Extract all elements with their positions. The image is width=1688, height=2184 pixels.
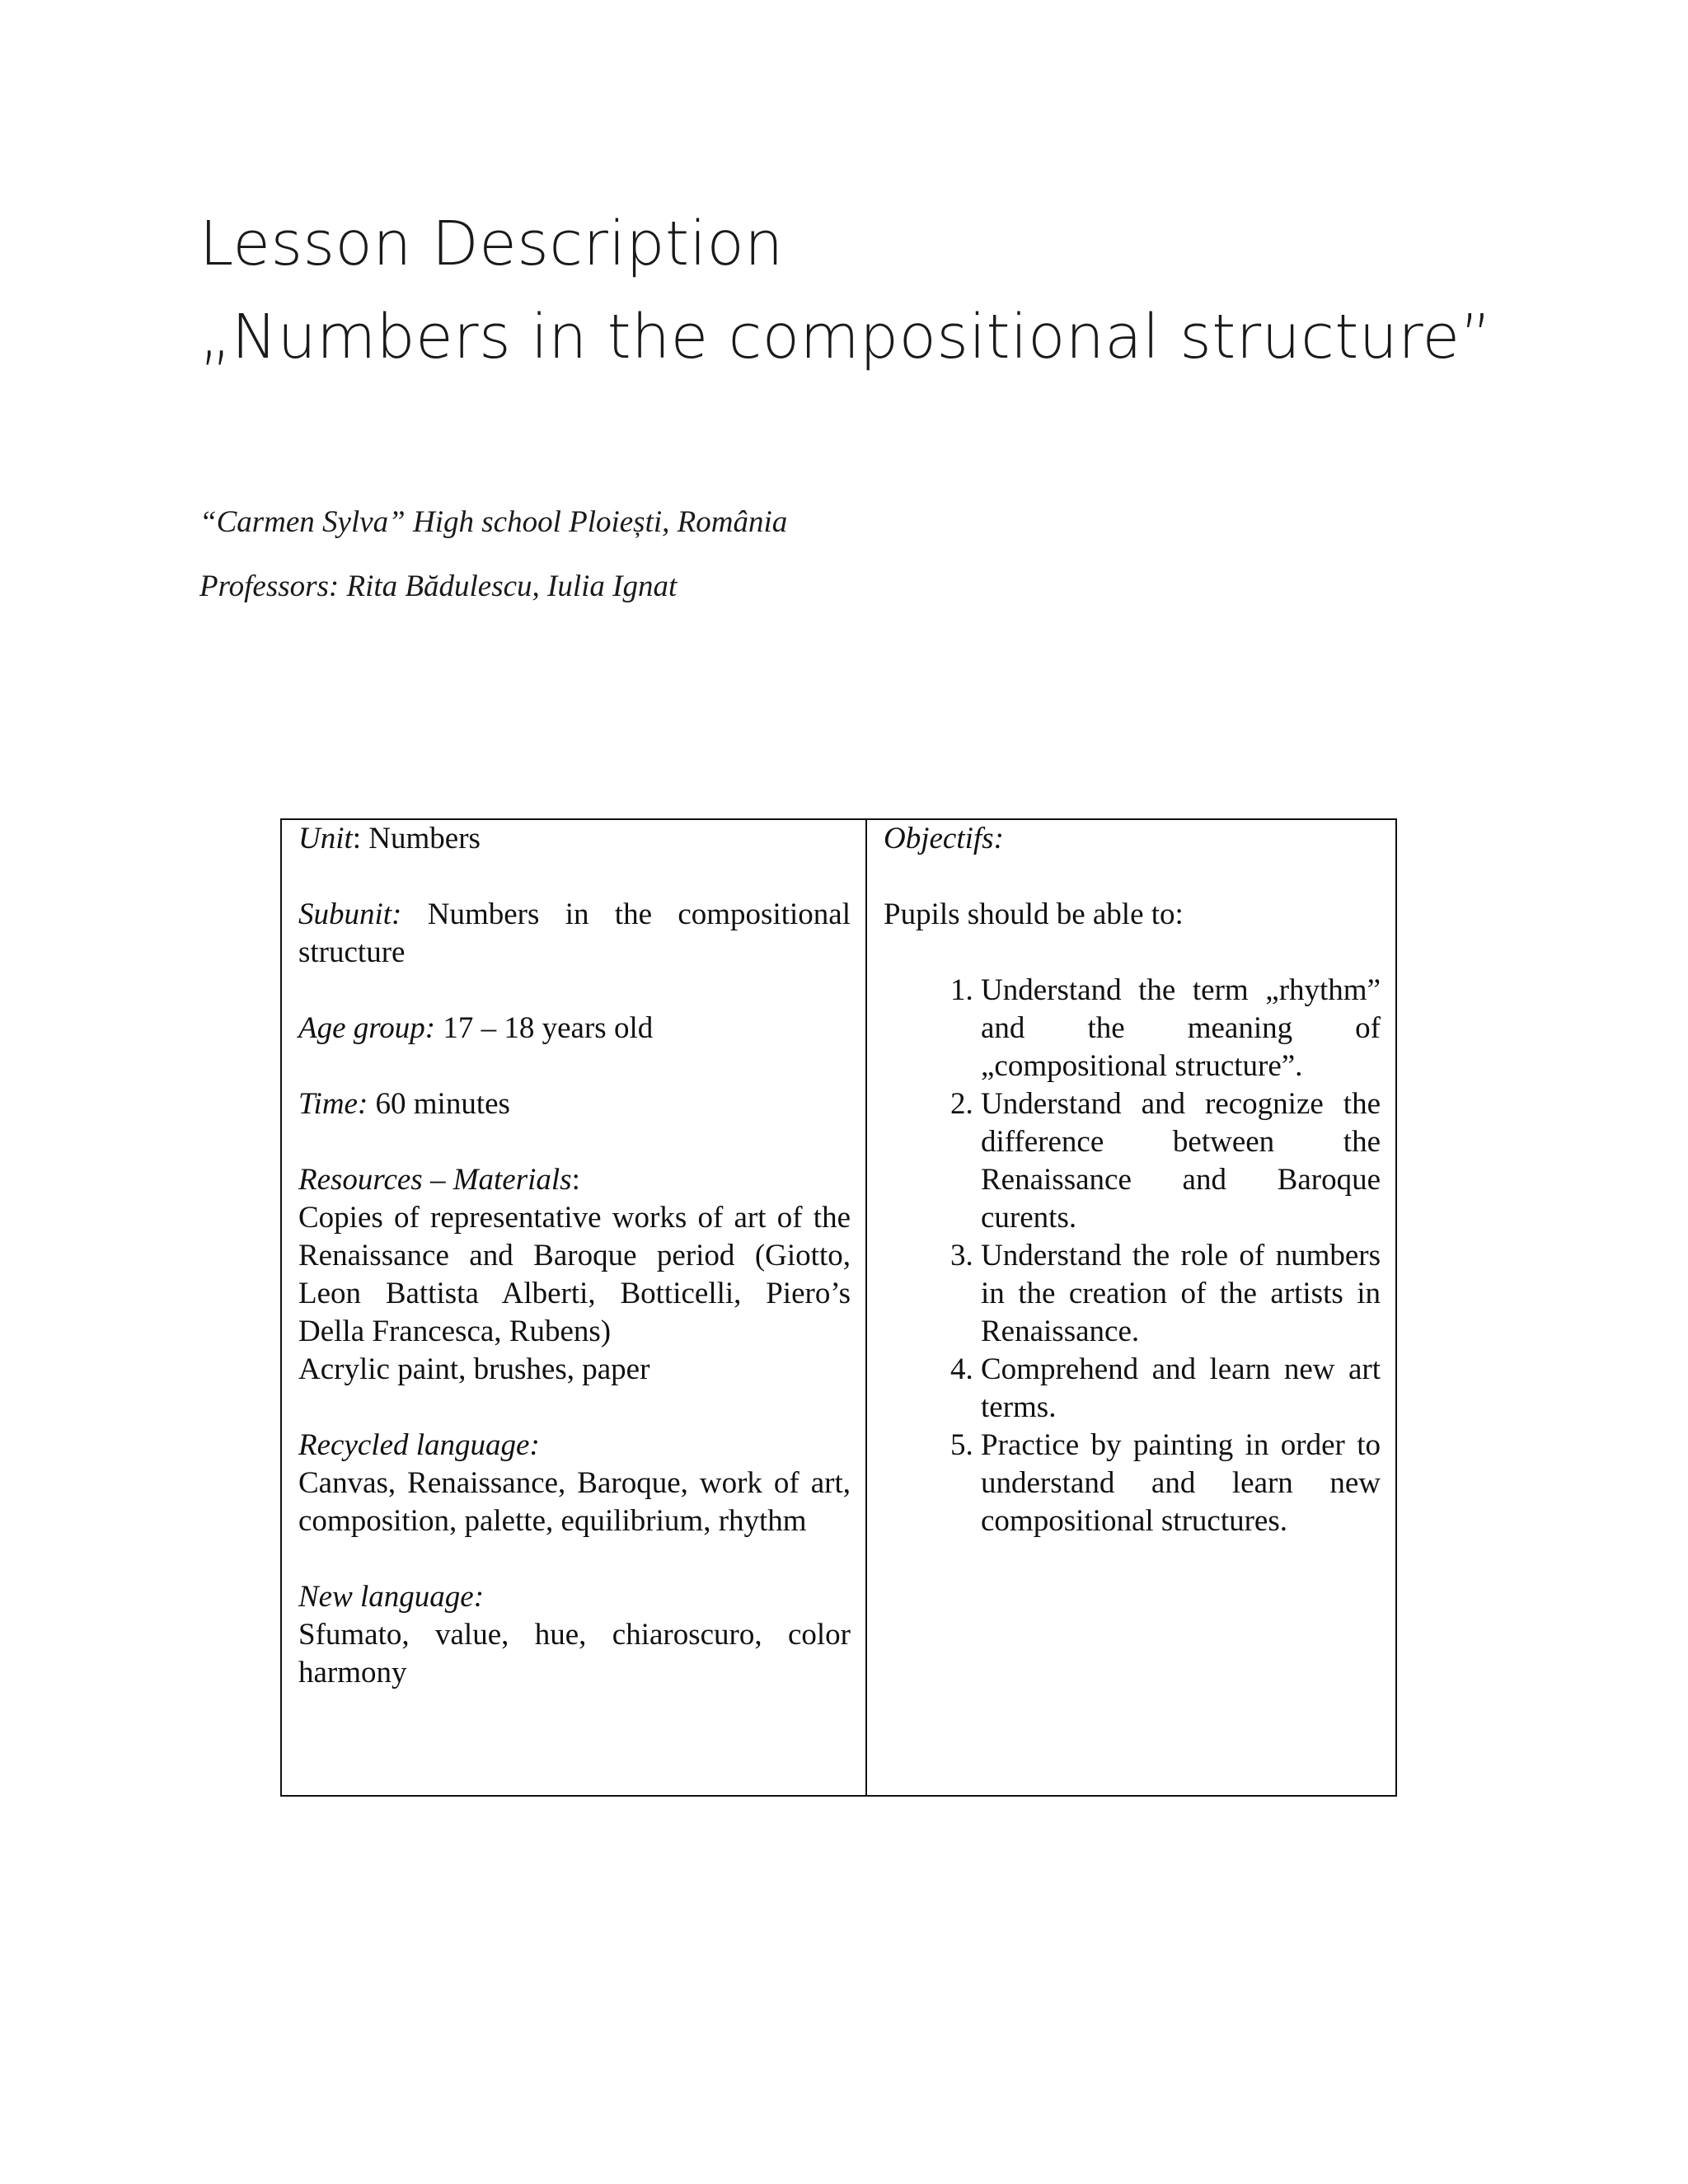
recycled-language-field bbox=[298, 1427, 851, 1540]
resources-materials-list: Copies of representative works of art of the Renaissance and Baroque period (Giotto, Leon Battista Alberti, Botticelli, Piero’s Della Francesca, Rubens) bbox=[298, 1201, 851, 1348]
objectives-cell bbox=[866, 819, 1396, 1796]
subunit-value: Numbers in the compositional structure bbox=[298, 898, 851, 969]
age-group-field bbox=[298, 1010, 851, 1047]
school-name: “Carmen Sylva” High school Ploiești, România bbox=[199, 505, 788, 539]
resources-label: Resources – Materials bbox=[298, 1163, 572, 1197]
objectives-label: Objectifs: bbox=[884, 822, 1004, 855]
subunit-field bbox=[298, 896, 851, 972]
lesson-table-row bbox=[281, 819, 1396, 1796]
title-line-1: Lesson Description bbox=[199, 209, 784, 279]
time-value: 60 minutes bbox=[368, 1087, 510, 1121]
lesson-details-cell bbox=[281, 819, 866, 1796]
objective-item: 3. Understand the role of numbers in the creation of the artists in Renaissance. bbox=[981, 1237, 1381, 1351]
subunit-label: Subunit: bbox=[298, 898, 402, 931]
resources-field bbox=[298, 1161, 851, 1389]
new-language-value: Sfumato, value, hue, chiaroscuro, color harmony bbox=[298, 1618, 851, 1690]
time-label: Time: bbox=[298, 1087, 368, 1121]
unit-field bbox=[298, 820, 851, 858]
unit-label: Unit bbox=[298, 822, 353, 855]
age-group-value: 17 – 18 years old bbox=[435, 1011, 654, 1045]
new-language-label: New language: bbox=[298, 1580, 485, 1614]
recycled-language-label: Recycled language: bbox=[298, 1428, 540, 1462]
age-group-label: Age group: bbox=[298, 1011, 436, 1045]
new-language-field bbox=[298, 1578, 851, 1692]
time-field bbox=[298, 1085, 851, 1123]
objectives-intro: Pupils should be able to: bbox=[884, 898, 1184, 931]
objectives-list bbox=[884, 972, 1381, 1540]
resources-colon: : bbox=[571, 1163, 580, 1197]
resources-supplies: Acrylic paint, brushes, paper bbox=[298, 1352, 650, 1386]
page-title bbox=[199, 198, 1492, 384]
unit-value: : Numbers bbox=[352, 822, 481, 855]
lesson-table bbox=[280, 818, 1397, 1797]
objective-item: 2. Understand and recognize the difference between the Renaissance and Baroque curents. bbox=[981, 1085, 1381, 1237]
title-line-2: „Numbers in the compositional structure” bbox=[199, 302, 1493, 373]
professors-line: Professors: Rita Bădulescu, Iulia Ignat bbox=[199, 569, 678, 603]
objective-item: 4. Comprehend and learn new art terms. bbox=[981, 1351, 1381, 1427]
recycled-language-value: Canvas, Renaissance, Baroque, work of art, composition, palette, equilibrium, rhythm bbox=[298, 1466, 851, 1538]
objective-item: 5. Practice by painting in order to understand and learn new compositional structures. bbox=[981, 1427, 1381, 1540]
objective-item: 1. Understand the term „rhythm” and the meaning of „compositional structure”. bbox=[981, 972, 1381, 1085]
